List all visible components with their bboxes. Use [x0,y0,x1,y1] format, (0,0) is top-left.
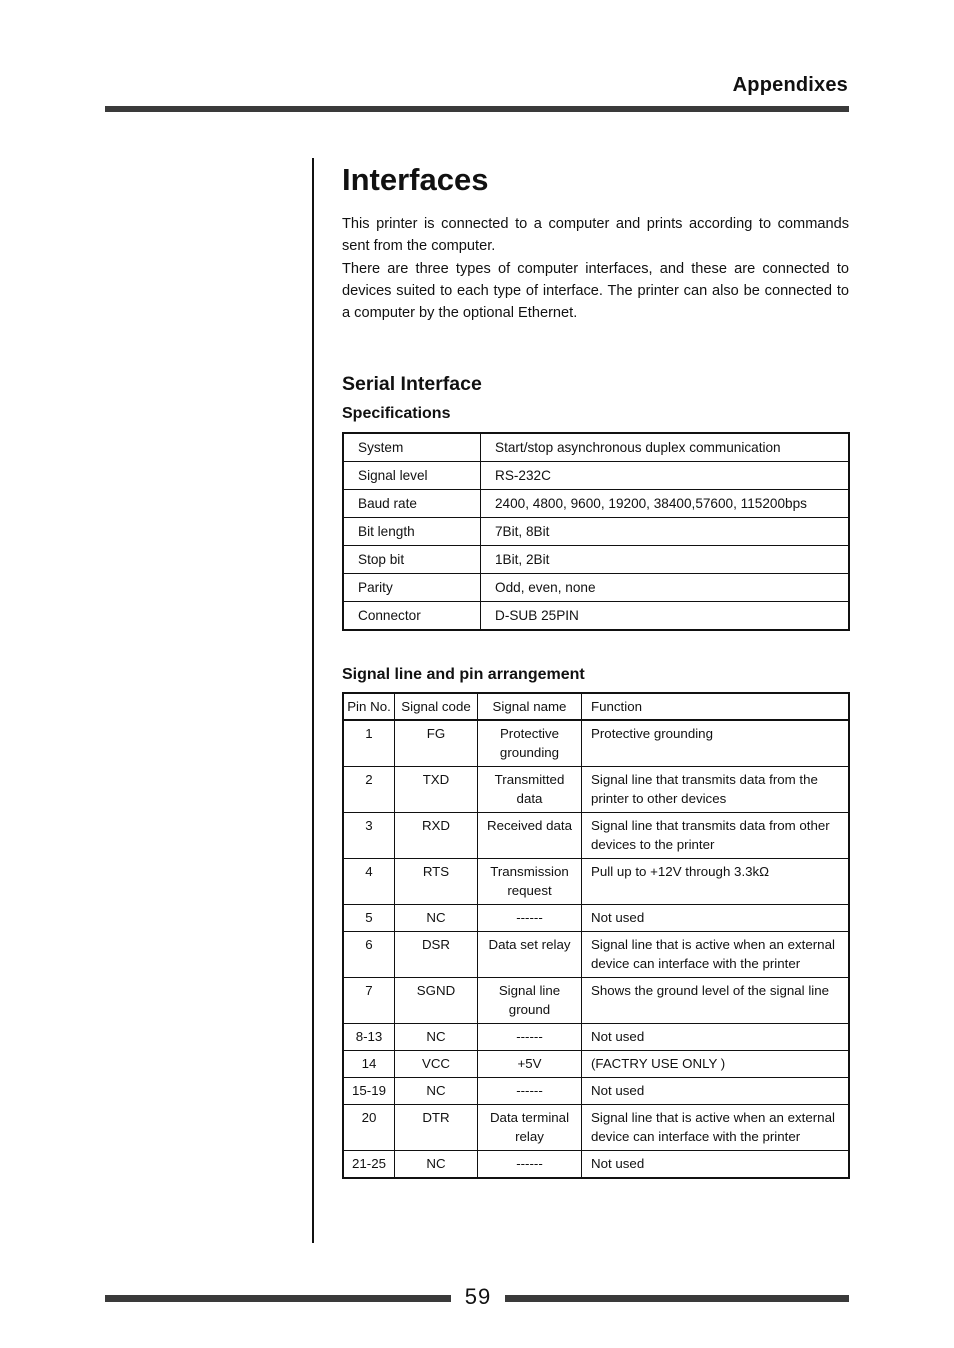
signal-code: NC [395,1151,478,1179]
signal-name: Transmitted data [478,767,582,813]
pin-row [343,905,849,932]
spec-value: 7Bit, 8Bit [481,518,850,546]
signal-code: NC [395,1024,478,1051]
spec-row [343,574,849,602]
signal-name: Protective grounding [478,720,582,767]
spec-value: 1Bit, 2Bit [481,546,850,574]
spec-key: Connector [343,602,481,631]
header-pin-no: Pin No. [343,693,395,720]
signal-name: Signal line ground [478,978,582,1024]
pin-row [343,932,849,978]
spec-row [343,602,849,631]
signal-code: VCC [395,1051,478,1078]
signal-name: +5V [478,1051,582,1078]
spec-key: Signal level [343,462,481,490]
footer-bar-right [505,1295,849,1302]
pin-number: 1 [343,720,395,767]
signal-function: Not used [582,1078,850,1105]
spec-row [343,462,849,490]
pin-row [343,720,849,767]
intro-paragraph-2: There are three types of computer interfaces, and these are connected to devices suited to each type of interface. The printer can also be connected to a computer by the optional Ethernet. [342,260,849,322]
page-number: 59 [464,1284,492,1309]
spec-key: Parity [343,574,481,602]
pin-number: 5 [343,905,395,932]
spec-key: Stop bit [343,546,481,574]
signal-function: Signal line that is active when an external device can interface with the printer [582,1105,850,1151]
signal-code: NC [395,905,478,932]
spec-key: System [343,433,481,462]
signal-code: SGND [395,978,478,1024]
spec-value: Start/stop asynchronous duplex communication [481,433,850,462]
spec-key: Baud rate [343,490,481,518]
signal-function: Protective grounding [582,720,850,767]
signal-function: Pull up to +12V through 3.3kΩ [582,859,850,905]
signal-function: Not used [582,905,850,932]
spec-title: Specifications [342,405,451,423]
pin-number: 8-13 [343,1024,395,1051]
spec-key: Bit length [343,518,481,546]
spec-value: D-SUB 25PIN [481,602,850,631]
spec-row [343,490,849,518]
signal-name: ------ [478,905,582,932]
spec-value: Odd, even, none [481,574,850,602]
pin-row [343,1051,849,1078]
signal-function: Not used [582,1151,850,1179]
signal-name: Received data [478,813,582,859]
pin-number: 7 [343,978,395,1024]
pin-table [342,692,850,1179]
spec-row [343,433,849,462]
header-section-title: Appendixes [732,74,848,96]
signal-code: TXD [395,767,478,813]
signal-name: ------ [478,1078,582,1105]
spec-value: RS-232C [481,462,850,490]
page-title: Interfaces [342,162,489,197]
left-margin-rule [312,158,314,1243]
signal-name: ------ [478,1024,582,1051]
pin-number: 14 [343,1051,395,1078]
spec-value: 2400, 4800, 9600, 19200, 38400,57600, 115200bps [481,490,850,518]
signal-function: (FACTRY USE ONLY ) [582,1051,850,1078]
pin-row [343,978,849,1024]
spec-row [343,546,849,574]
pin-number: 21-25 [343,1151,395,1179]
pin-number: 15-19 [343,1078,395,1105]
pin-row [343,1078,849,1105]
signal-code: FG [395,720,478,767]
signal-name: ------ [478,1151,582,1179]
signal-code: RXD [395,813,478,859]
signal-function: Shows the ground level of the signal line [582,978,850,1024]
section-title: Serial Interface [342,373,482,396]
signal-code: NC [395,1078,478,1105]
pin-number: 20 [343,1105,395,1151]
intro-paragraph-1: This printer is connected to a computer and prints according to commands sent from the computer. [342,216,849,255]
signal-code: DSR [395,932,478,978]
pin-number: 3 [343,813,395,859]
footer-bar-left [105,1295,451,1302]
signal-name: Data terminal relay [478,1105,582,1151]
header-signal-name: Signal name [478,693,582,720]
pin-title: Signal line and pin arrangement [342,666,585,684]
signal-function: Signal line that transmits data from other devices to the printer [582,813,850,859]
pin-row [343,813,849,859]
main-content [342,160,849,1179]
signal-function: Not used [582,1024,850,1051]
pin-row [343,767,849,813]
pin-number: 4 [343,859,395,905]
signal-function: Signal line that transmits data from the printer to other devices [582,767,850,813]
pin-number: 6 [343,932,395,978]
pin-number: 2 [343,767,395,813]
signal-function: Signal line that is active when an external device can interface with the printer [582,932,850,978]
header-signal-code: Signal code [395,693,478,720]
pin-row [343,1151,849,1179]
pin-table-header [343,693,849,720]
pin-row [343,1105,849,1151]
signal-code: DTR [395,1105,478,1151]
spec-table [342,432,850,631]
signal-code: RTS [395,859,478,905]
header-rule [105,106,849,112]
header-function: Function [582,693,850,720]
pin-row [343,1024,849,1051]
pin-row [343,859,849,905]
signal-name: Data set relay [478,932,582,978]
signal-name: Transmission request [478,859,582,905]
spec-row [343,518,849,546]
